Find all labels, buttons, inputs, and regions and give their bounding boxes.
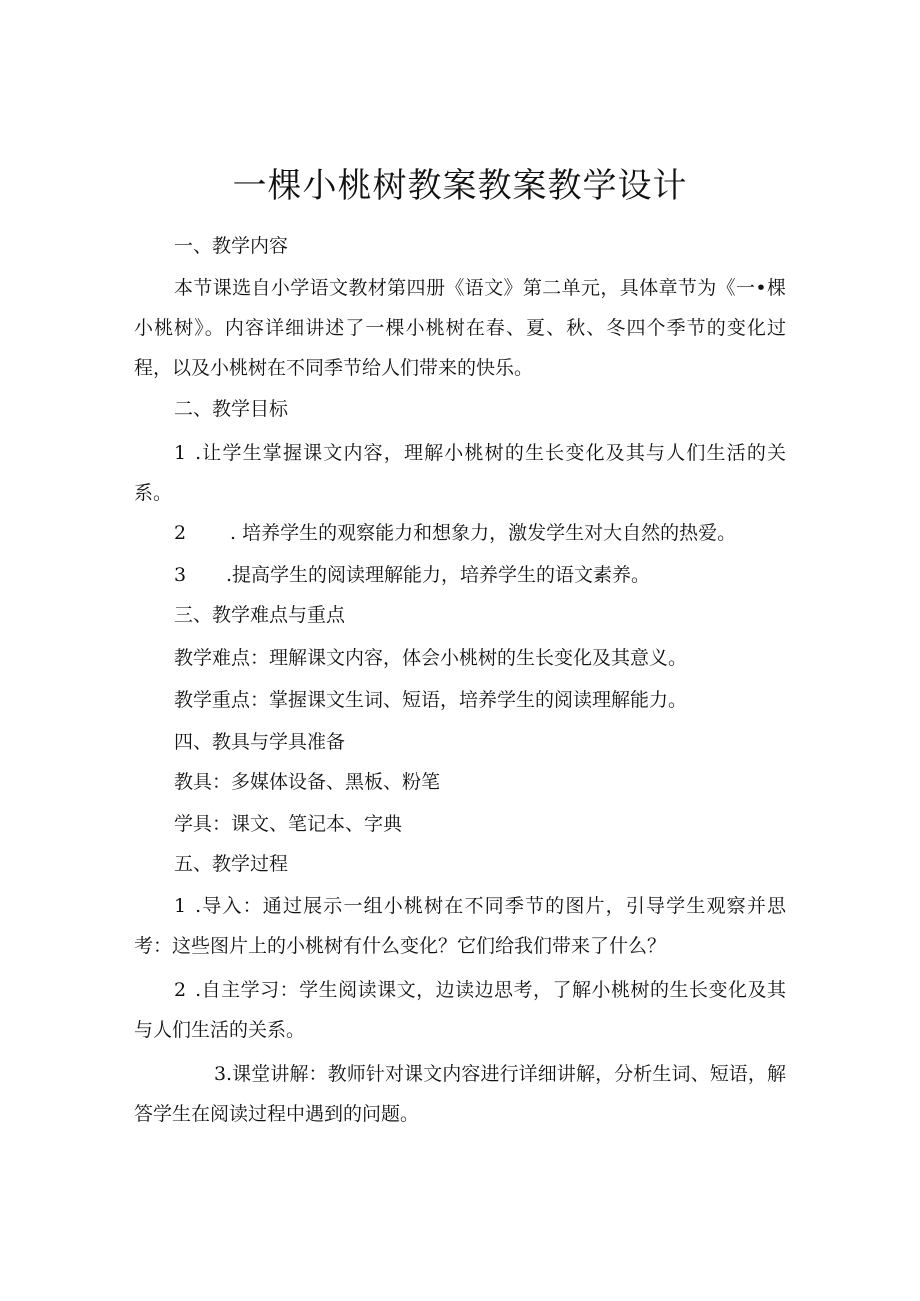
section-heading-content: 一、教学内容	[174, 235, 289, 257]
goal-item-3	[174, 561, 650, 589]
step-2-number: 2	[174, 979, 187, 1001]
step-3-number: 3	[214, 1063, 227, 1085]
section-heading-goals: 二、教学目标	[174, 398, 289, 420]
goal-1-number: 1	[174, 442, 187, 464]
section-heading-process: 五、教学过程	[174, 853, 289, 875]
step-2-text: .自主学习：学生阅读课文，边读边思考，了解小桃树的生长变化及其与人们生活的关系。	[134, 979, 786, 1041]
process-step-3	[134, 1054, 786, 1134]
student-tools: 学具：课文、笔记本、字典	[174, 813, 403, 835]
teaching-difficulty: 教学难点：理解课文内容，体会小桃树的生长变化及其意义。	[174, 647, 688, 669]
document-title: 一棵小桃树教案教案教学设计	[232, 166, 688, 206]
step-1-number: 1	[174, 895, 187, 917]
section-heading-key-points: 三、教学难点与重点	[174, 604, 346, 626]
goal-3-number: 3	[174, 564, 187, 586]
goal-2-number: 2	[174, 522, 187, 544]
goal-3-text: .提高学生的阅读理解能力，培养学生的语文素养。	[226, 564, 651, 586]
section-heading-tools: 四、教具与学具准备	[174, 731, 346, 753]
teaching-focus: 教学重点：掌握课文生词、短语，培养学生的阅读理解能力。	[174, 689, 688, 711]
step-3-text: .课堂讲解：教师针对课文内容进行详细讲解，分析生词、短语，解答学生在阅读过程中遇到的问题。	[134, 1063, 786, 1125]
process-step-1	[134, 886, 786, 966]
goal-2-text: . 培养学生的观察能力和想象力，激发学生对大自然的热爱。	[230, 522, 737, 544]
teacher-tools: 教具：多媒体设备、黑板、粉笔	[174, 771, 441, 793]
goal-1-text: .让学生掌握课文内容，理解小桃树的生长变化及其与人们生活的关系。	[134, 442, 786, 504]
goal-item-2	[174, 519, 736, 547]
process-step-2	[134, 970, 786, 1050]
content-paragraph: 本节课选自小学语文教材第四册《语文》第二单元，具体章节为《一•棵小桃树》。内容详细讲述了一棵小桃树在春、夏、秋、冬四个季节的变化过程，以及小桃树在不同季节给人们带来的快乐。	[134, 277, 786, 379]
step-1-text: .导入：通过展示一组小桃树在不同季节的图片，引导学生观察并思考：这些图片上的小桃树有什么变化？它们给我们带来了什么？	[134, 895, 786, 957]
goal-item-1	[134, 433, 786, 513]
